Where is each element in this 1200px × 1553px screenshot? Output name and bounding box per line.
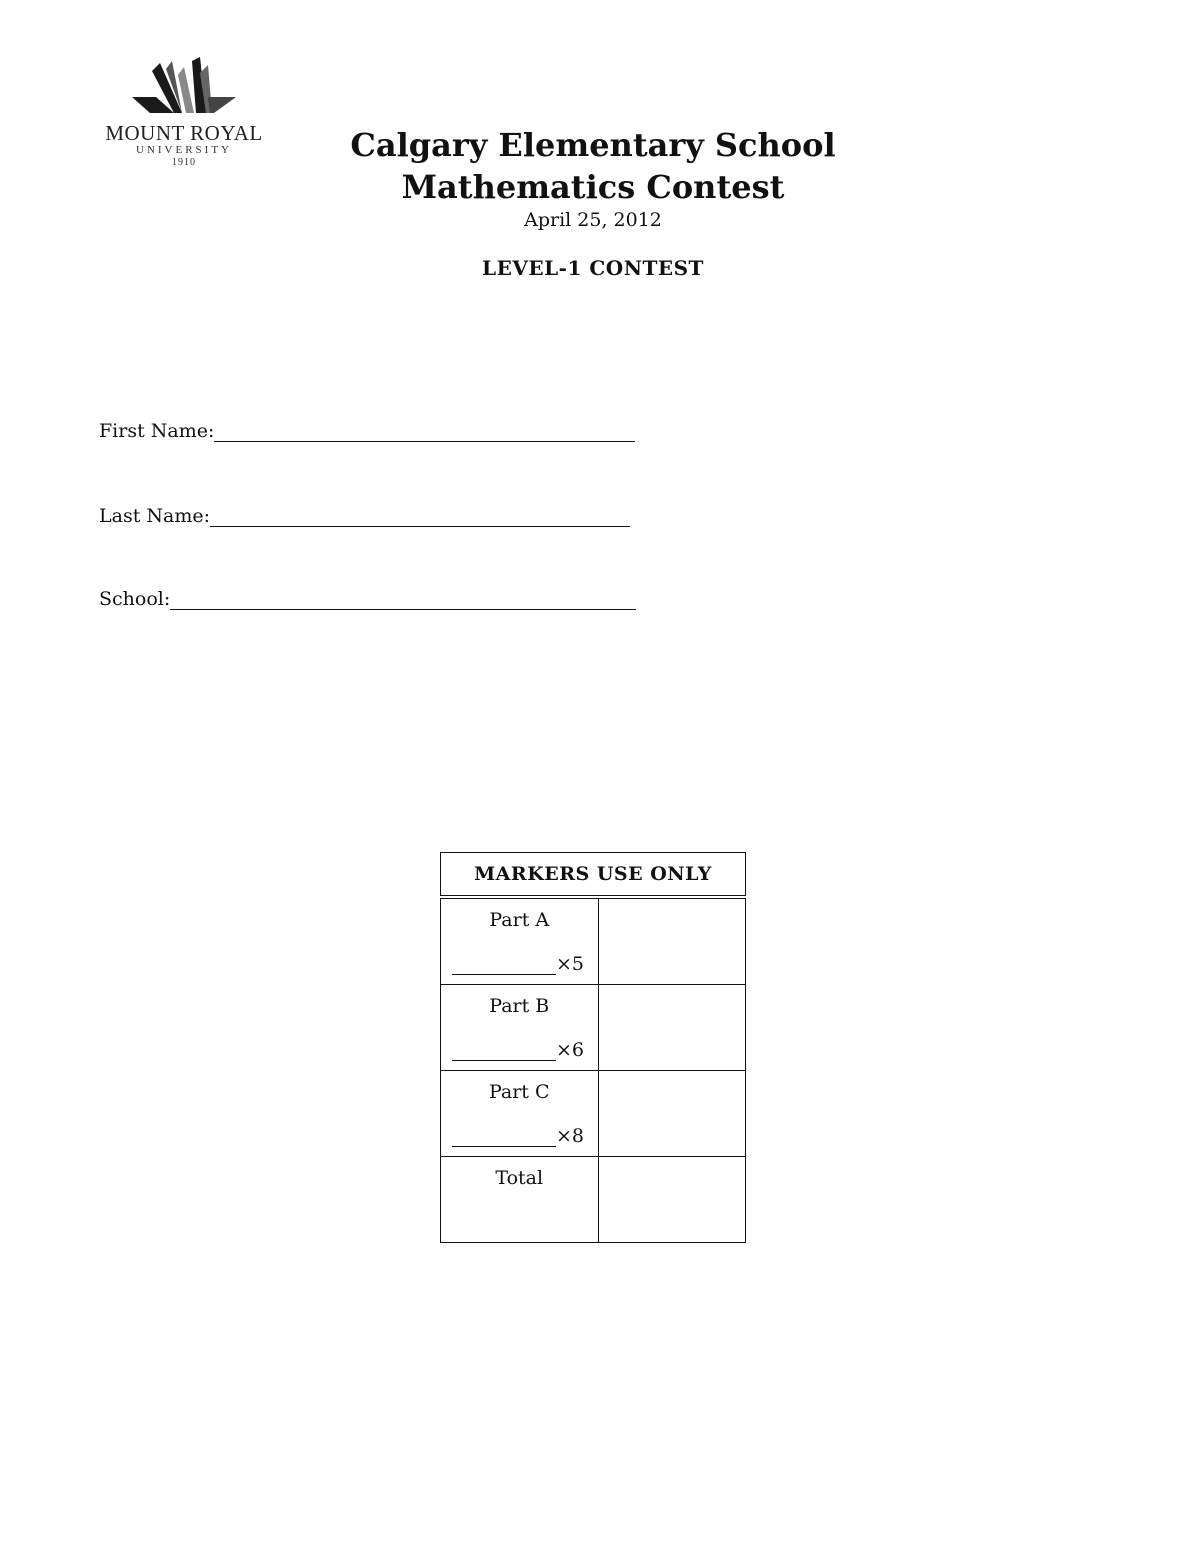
mount-royal-logo [96,55,272,173]
table-row [441,985,746,1071]
title-line-1: Calgary Elementary School [350,126,836,164]
part-c-score[interactable] [598,1071,745,1157]
school-label: School: [99,588,171,610]
school-blank[interactable] [170,591,636,610]
part-b-cell [441,985,599,1071]
contest-level: LEVEL-1 CONTEST [482,256,704,280]
logo-wordmark: MOUNT ROYAL [105,121,263,145]
table-row [441,1157,746,1243]
contest-header [343,124,843,280]
title-line-2: Mathematics Contest [401,168,785,206]
first-name-label: First Name: [99,420,215,442]
part-a-label: Part A [489,909,550,931]
part-b-score[interactable] [598,985,745,1071]
part-a-multiplier: ×5 [556,953,585,975]
part-b-blank[interactable] [452,1042,556,1061]
part-c-multiplier: ×8 [556,1125,585,1147]
part-c-label: Part C [488,1081,550,1103]
mount-royal-mark-icon [96,55,272,117]
logo-subtitle: UNIVERSITY [136,144,232,156]
part-a-cell [441,897,599,985]
part-b-multiplier: ×6 [556,1039,585,1061]
part-c-blank[interactable] [452,1128,556,1147]
last-name-blank[interactable] [210,508,630,527]
contest-date: April 25, 2012 [524,209,662,231]
total-label: Total [495,1167,544,1189]
part-a-blank[interactable] [452,956,556,975]
first-name-field [99,420,635,442]
part-b-label: Part B [489,995,550,1017]
last-name-label: Last Name: [99,505,210,527]
markers-table [440,852,746,1243]
table-row [441,1071,746,1157]
part-c-cell [441,1071,599,1157]
logo-year: 1910 [172,157,196,168]
last-name-field [99,505,630,527]
total-cell [441,1157,599,1243]
table-row [441,897,746,985]
first-name-blank[interactable] [214,423,635,442]
part-a-score[interactable] [598,897,745,985]
school-field [99,588,636,610]
total-score[interactable] [598,1157,745,1243]
markers-heading: MARKERS USE ONLY [441,853,746,898]
